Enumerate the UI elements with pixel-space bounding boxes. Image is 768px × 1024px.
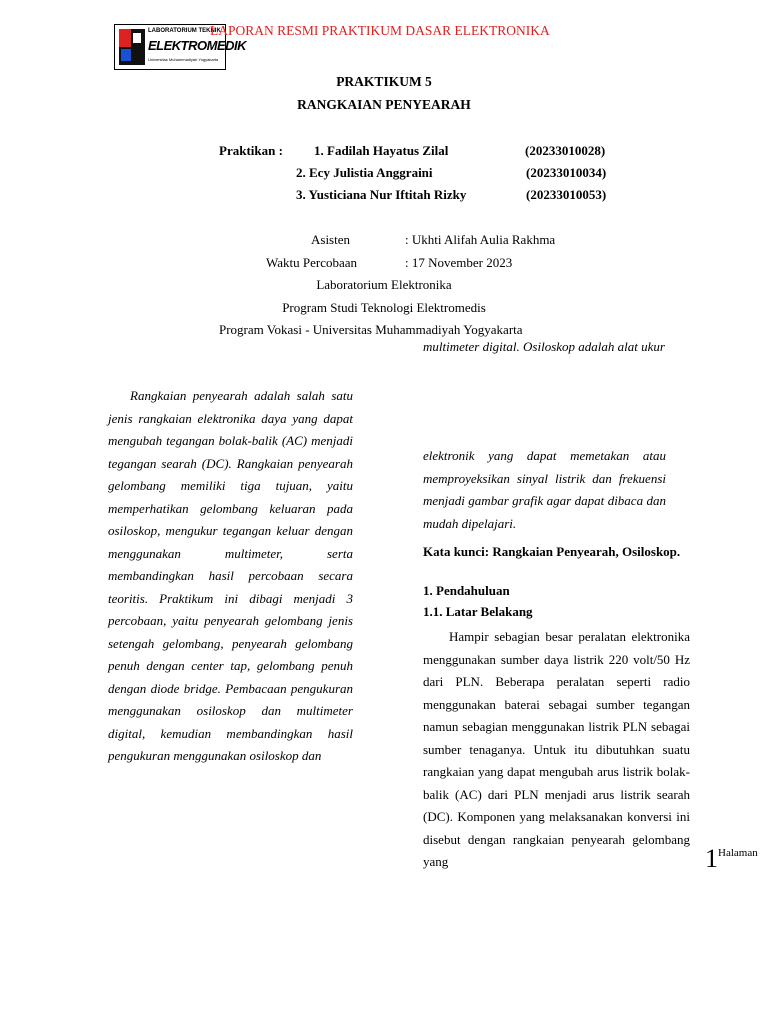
lab-name: Laboratorium Elektronika — [316, 277, 452, 292]
abstract-right-column — [423, 445, 666, 535]
member-name-1: 1. Fadilah Hayatus Zilal — [314, 143, 449, 158]
member-name-2: 2. Ecy Julistia Anggraini — [296, 165, 433, 180]
page-number: 1 — [705, 844, 718, 873]
member-nim-2: (20233010034) — [526, 165, 607, 180]
practicum-number: PRAKTIKUM 5 — [336, 74, 432, 89]
member-nim-3: (20233010053) — [526, 187, 607, 202]
program-name: Program Studi Teknologi Elektromedis — [282, 300, 486, 315]
praktikan-label: Praktikan : — [219, 143, 283, 158]
waktu-value: : 17 November 2023 — [405, 255, 513, 270]
subsection-heading: 1.1. Latar Belakang — [423, 604, 533, 619]
practicum-title: RANGKAIAN PENYEARAH — [297, 97, 471, 112]
logo-brand-text: ELEKTROMEDIK — [148, 38, 246, 53]
section-body — [423, 626, 690, 874]
logo-sub-text: Universitas Muhammadiyah Yogyakarta — [148, 57, 219, 62]
abstract-continuation: elektronik yang dapat memetakan atau memproyeksikan sinyal listrik dan frekuensi menjadi gambar grafik agar dapat dibaca dan mudah dipelajari. — [423, 448, 666, 531]
asisten-label: Asisten — [311, 232, 350, 247]
page-label: Halaman — [718, 847, 758, 859]
abstract-right-top — [423, 336, 666, 359]
logo-lab-text: LABORATORIUM TEKNIK — [148, 28, 221, 34]
asisten-value: : Ukhti Alifah Aulia Rakhma — [405, 232, 556, 247]
background-paragraph: Hampir sebagian besar peralatan elektronika menggunakan sumber daya listrik 220 volt/50 Hz dari PLN. Beberapa peralatan seperti radio menggunakan baterai sebagai sumber tegangan namun sebagian menggunakan listrik PLN sebagai sumber tenaganya. Untuk itu dibutuhkan suatu rangkaian yang dapat mengubah arus listrik bolak-balik (AC) dari PLN menjadi arus listrik searah (DC). Komponen yang melaksanakan konversi ini disebut dengan rangkaian penyearah gelombang yang — [423, 629, 690, 869]
abstract-left-column — [108, 385, 353, 768]
report-header-title: LAPORAN RESMI PRAKTIKUM DASAR ELEKTRONIKA — [210, 23, 550, 38]
waktu-label: Waktu Percobaan — [266, 255, 357, 270]
member-name-3: 3. Yusticiana Nur Iftitah Rizky — [296, 187, 467, 202]
abstract-continuation-top: multimeter digital. Osiloskop adalah alat ukur — [423, 339, 665, 354]
section-heading: 1. Pendahuluan — [423, 583, 510, 598]
abstract-paragraph: Rangkaian penyearah adalah salah satu jenis rangkaian elektronika daya yang dapat mengubah tegangan bolak-balik (AC) menjadi tegangan searah (DC). Rangkaian penyearah gelombang memiliki tiga tujuan, yaitu memperhatikan gelombang keluaran pada osiloskop, mengukur tegangan keluar dengan menggunakan multimeter, serta membandingkan hasil percobaan secara teoritis. Praktikum ini dibagi menjadi 3 percobaan, yaitu penyearah gelombang jenis setengah gelombang, penyearah gelombang penuh dengan center tap, gelombang penuh dengan diode bridge. Pembacaan pengukuran menggunakan osiloskop dan multimeter digital, kemudian membandingkan hasil pengukuran menggunakan osiloskop dan — [108, 388, 353, 763]
logo-emblem-icon — [119, 29, 145, 65]
member-nim-1: (20233010028) — [525, 143, 606, 158]
university-name: Program Vokasi - Universitas Muhammadiyah Yogyakarta — [219, 322, 523, 337]
keywords: Kata kunci: Rangkaian Penyearah, Osiloskop. — [423, 544, 681, 559]
